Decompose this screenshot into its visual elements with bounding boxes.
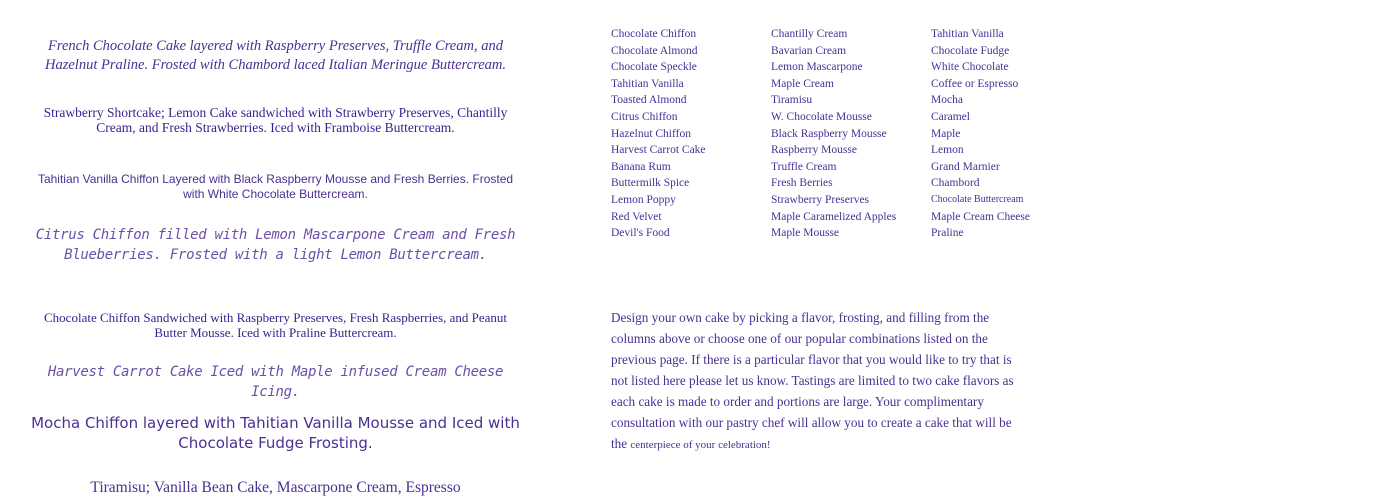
filling-item: Maple Caramelized Apples — [771, 210, 897, 223]
filling-item: Chantilly Cream — [771, 28, 848, 40]
filling-item: Maple Cream — [771, 77, 834, 90]
filling-item: Raspberry Mousse — [771, 144, 857, 157]
combination-tiramisu: Tiramisu; Vanilla Bean Cake, Mascarpone Cream, Espresso — [90, 479, 461, 496]
combination-mocha-chiffon: Mocha Chiffon layered with Tahitian Vanilla Mousse and Iced with Chocolate Fudge Frosting. — [31, 414, 520, 452]
flavor-item: Lemon Poppy — [611, 193, 676, 206]
flavor-item: Toasted Almond — [611, 94, 687, 107]
frosting-item: Chocolate Fudge — [931, 44, 1010, 57]
flavor-item: Chocolate Chiffon — [611, 28, 697, 40]
frosting-item: Grand Marnier — [931, 160, 1000, 173]
filling-item: W. Chocolate Mousse — [771, 110, 872, 123]
combination-french-chocolate: French Chocolate Cake layered with Raspberry Preserves, Truffle Cream, and Hazelnut Praline. Frosted with Chambord laced Italian Meringue Buttercream. — [45, 38, 506, 73]
frosting-column — [931, 26, 1030, 242]
flavor-item: Buttermilk Spice — [611, 177, 690, 190]
filling-item: Fresh Berries — [771, 177, 833, 190]
flavor-item: Red Velvet — [611, 210, 662, 223]
flavor-item: Tahitian Vanilla — [611, 77, 684, 90]
filling-item: Tiramisu — [771, 94, 813, 107]
filling-item: Lemon Mascarpone — [771, 61, 863, 74]
flavor-item: Devil's Food — [611, 227, 670, 240]
filling-item: Maple Mousse — [771, 227, 840, 240]
filling-item: Strawberry Preserves — [771, 193, 870, 206]
design-tail-text: centerpiece of your celebration! — [630, 439, 771, 451]
combination-strawberry-shortcake: Strawberry Shortcake; Lemon Cake sandwiched with Strawberry Preserves, Chantilly Cream, and Fresh Strawberries. Iced with Framboise Buttercream. — [43, 105, 508, 135]
frosting-item: Caramel — [931, 110, 970, 123]
frosting-item: Tahitian Vanilla — [931, 28, 1004, 40]
frosting-item: Maple — [931, 127, 961, 140]
flavor-item: Hazelnut Chiffon — [611, 127, 691, 140]
frosting-item: Chocolate Buttercream — [931, 193, 1024, 205]
frosting-item: Chambord — [931, 177, 980, 190]
filling-item: Black Raspberry Mousse — [771, 127, 887, 140]
combination-harvest-carrot: Harvest Carrot Cake Iced with Maple infused Cream Cheese Icing. — [47, 364, 504, 400]
flavor-item: Banana Rum — [611, 160, 671, 173]
frosting-item: Maple Cream Cheese — [931, 210, 1030, 223]
flavor-item: Citrus Chiffon — [611, 110, 678, 123]
design-your-own-paragraph — [611, 307, 1031, 456]
flavor-item: Chocolate Almond — [611, 44, 698, 57]
design-main-text: Design your own cake by picking a flavor, frosting, and filling from the columns above or choose one of our popular combinations listed on the previous page. If there is a particular flavor that you would like to try that is not listed here please let us know. Tastings are limited to two cake flavors as each cake is made to order and portions are large. Your complimentary consultation with our pastry chef will allow you to create a cake that will be the — [611, 310, 1014, 451]
filling-item: Bavarian Cream — [771, 44, 847, 57]
combination-tahitian-vanilla: Tahitian Vanilla Chiffon Layered with Black Raspberry Mousse and Fresh Berries. Frosted with White Chocolate Buttercream. — [37, 172, 514, 201]
frosting-item: White Chocolate — [931, 61, 1009, 74]
flavor-column — [611, 26, 706, 242]
frosting-item: Mocha — [931, 94, 963, 107]
flavor-item: Chocolate Speckle — [611, 61, 697, 74]
flavor-item: Harvest Carrot Cake — [611, 144, 706, 157]
combination-chocolate-chiffon: Chocolate Chiffon Sandwiched with Raspberry Preserves, Fresh Raspberries, and Peanut Butter Mousse. Iced with Praline Buttercream. — [44, 310, 507, 340]
frosting-item: Lemon — [931, 144, 964, 157]
filling-column — [771, 26, 896, 242]
frosting-item: Praline — [931, 227, 964, 240]
frosting-item: Coffee or Espresso — [931, 77, 1019, 90]
combination-citrus-chiffon: Citrus Chiffon filled with Lemon Mascarpone Cream and Fresh Blueberries. Frosted with a light Lemon Buttercream. — [35, 227, 516, 263]
filling-item: Truffle Cream — [771, 160, 837, 173]
